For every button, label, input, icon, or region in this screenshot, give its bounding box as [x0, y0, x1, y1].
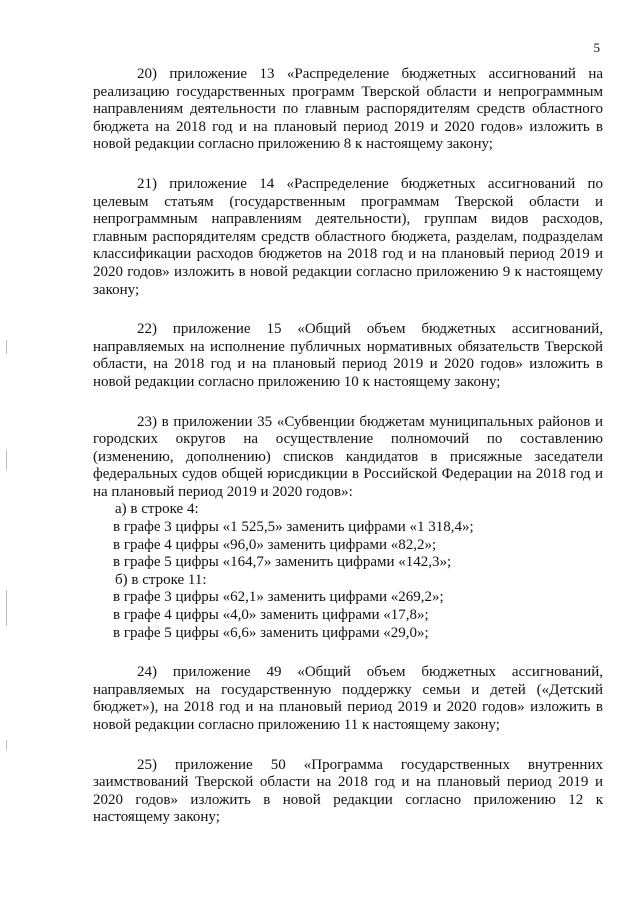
scan-artifact: [6, 740, 7, 750]
amendment-line: в графе 4 цифры «96,0» заменить цифрами «82,2»;: [113, 536, 437, 553]
scan-artifact: [6, 590, 7, 626]
paragraph-item-22: 22) приложение 15 «Общий объем бюджетных ассигнований, направляемых на исполнение публичных нормативных обязательств Тверской области, на 2018 год и на плановый период 2019 и 2020 годов» изложить в новой редакции согласно приложению 10 к настоящему закону;: [93, 321, 603, 390]
amendment-line: в графе 5 цифры «6,6» заменить цифрами «29,0»;: [113, 624, 429, 641]
amendment-line: в графе 3 цифры «1 525,5» заменить цифрами «1 318,4»;: [113, 519, 474, 536]
amendment-line: в графе 3 цифры «62,1» заменить цифрами «269,2»;: [113, 589, 444, 606]
paragraph-item-23-block: [93, 414, 603, 643]
paragraph-item-23: 23) в приложении 35 «Субвенции бюджетам муниципальных районов и городских округов на осуществление полномочий по составлению (изменению, дополнению) списков кандидатов в присяжные заседатели федеральных судов общей юрисдикции в Российской Федерации на 2018 год и на плановый период 2019 и 2020 годов»:: [93, 413, 603, 500]
scan-artifact: [6, 340, 7, 354]
amendment-list: [93, 501, 603, 642]
subitem-marker-a: а) в строке 4:: [115, 501, 199, 518]
subitem-marker-b: б) в строке 11:: [115, 571, 207, 588]
paragraph-item-21: 21) приложение 14 «Распределение бюджетных ассигнований по целевым статьям (государственным программам Тверской области и непрограммным направлениям деятельности), группам видов расходов, главным распорядителям средств областного бюджета, разделам, подразделам классификации расходов бюджетов на 2018 год и на плановый период 2019 и 2020 годов» изложить в новой редакции согласно приложению 9 к настоящему закону;: [93, 175, 603, 298]
document-body: [93, 66, 603, 827]
paragraph-item-24: 24) приложение 49 «Общий объем бюджетных ассигнований, направляемых на государственную поддержку семьи и детей («Детский бюджет»), на 2018 год и на плановый период 2019 и 2020 годов» изложить в новой редакции согласно приложению 11 к настоящему закону;: [93, 664, 603, 733]
paragraph-item-20: 20) приложение 13 «Распределение бюджетных ассигнований на реализацию государственных программ Тверской области и непрограммным направлениям деятельности по главным распорядителям средств областного бюджета на 2018 год и на плановый период 2019 и 2020 годов» изложить в новой редакции согласно приложению 8 к настоящему закону;: [93, 66, 603, 153]
scan-artifact: [6, 450, 7, 470]
amendment-line: в графе 4 цифры «4,0» заменить цифрами «17,8»;: [113, 607, 429, 624]
paragraph-item-25: 25) приложение 50 «Программа государственных внутренних заимствований Тверской области на 2018 год и на плановый период 2019 и 2020 годов» изложить в новой редакции согласно приложению 12 к настоящему закону;: [93, 756, 603, 826]
amendment-line: в графе 5 цифры «164,7» заменить цифрами «142,3»;: [113, 554, 452, 571]
page-number: 5: [593, 40, 600, 55]
